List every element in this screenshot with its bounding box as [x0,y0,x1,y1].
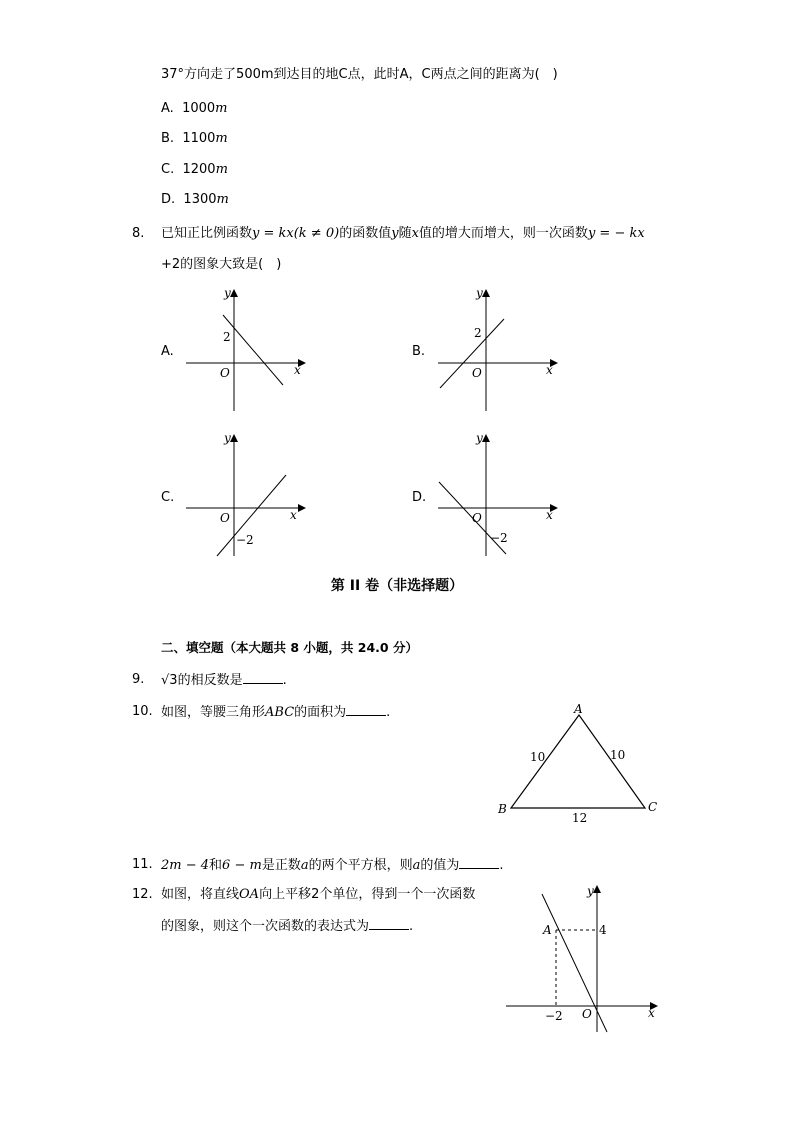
q9-stem [161,671,287,690]
q10-answer-blank[interactable] [346,703,386,716]
graph-b-origin: O [472,366,482,380]
side-ab-label: 10 [530,750,546,764]
q8-number: 8. [132,226,145,241]
q11-text-a: 和 [209,858,223,873]
q7-option-b-value: 1100 [182,131,216,146]
q11-end: . [499,858,504,873]
graph-c-y-arrow [230,434,238,442]
q8-graph-b-letter: B. [412,344,426,359]
q12-y-arrow [593,885,601,893]
q12-origin: O [582,1007,592,1021]
q12-number: 12. [132,887,153,902]
q12-line1-a: 如图，将直线 [161,887,240,902]
part2-title: 第 II 卷（非选择题） [330,578,464,594]
q7-option-a [161,100,227,118]
side-bc-label: 12 [572,811,588,825]
q8-graph-c-letter: C. [161,490,175,505]
q7-option-d [161,191,229,209]
q12-answer-blank[interactable] [369,917,409,930]
q12-y-value: 4 [599,923,607,937]
q8-text-b: 的函数值 [339,226,392,241]
q10-end: . [386,705,391,720]
vertex-a-label: A [574,702,583,716]
graph-c-x-arrow [298,504,306,512]
graph-a-x-label: x [294,363,301,377]
section2-header: 二、填空题（本大题共 8 小题，共 24.0 分） [161,640,418,655]
q7-option-c-letter: C. [161,162,175,177]
q8-math-b: y [391,226,399,241]
vertex-b-label: B [498,802,507,816]
graph-d-intercept: −2 [490,531,508,545]
q11-answer-blank[interactable] [459,856,499,869]
q12-x-value: −2 [545,1009,563,1023]
q12-stem-line1 [161,886,475,904]
q7-option-a-letter: A. [161,101,174,116]
q11-math-b: 6 − m [222,858,262,873]
graph-a-y-arrow [230,289,238,297]
graph-c-y-label: y [224,431,231,445]
q9-number: 9. [132,672,145,687]
graph-a-function-line [223,315,283,385]
q11-text-b: 是正数 [261,858,301,873]
q7-option-d-unit: m [216,192,229,207]
q8-stem-line2: +2的图象大致是( ) [161,257,282,272]
q7-continuation: 37°方向走了500m到达目的地C点，此时A，C两点之间的距离为( ) [161,67,558,82]
q7-option-c [161,161,228,179]
q10-stem [161,703,390,722]
q11-number: 11. [132,857,153,872]
graph-a-intercept: 2 [223,330,231,344]
q8-graph-a-letter: A. [161,344,174,359]
q9-text: 的相反数是 [177,673,243,688]
q7-option-b [161,130,228,148]
graph-c-origin: O [220,511,230,525]
q9-answer-blank[interactable] [243,671,283,684]
q10-text-b: 的面积为 [294,705,347,720]
q12-line2: 的图象，则这个一次函数的表达式为 [161,919,370,934]
q12-y-label: y [587,884,594,898]
graph-c-x-label: x [290,508,297,522]
q8-text-c: 随 [398,226,412,241]
graph-a-origin: O [220,366,230,380]
graph-d-y-arrow [482,434,490,442]
side-ac-label: 10 [610,748,626,762]
q8-graph-a [180,285,310,413]
q11-stem [161,856,504,875]
graph-d-y-label: y [476,431,483,445]
q12-x-label: x [648,1006,655,1020]
graph-d-origin: O [472,511,482,525]
q7-option-a-value: 1000 [182,101,216,116]
graph-c-intercept: −2 [236,533,254,547]
q11-math-a: 2m − 4 [161,858,210,873]
q7-option-a-unit: m [215,101,228,116]
q8-graph-b [432,285,562,413]
q10-number: 10. [132,704,153,719]
q11-math-d: a [412,858,421,873]
q7-option-b-unit: m [215,131,228,146]
vertex-c-label: C [648,800,658,814]
q11-math-c: a [300,858,309,873]
q7-option-d-value: 1300 [183,192,217,207]
q8-math-a: y = kx(k ≠ 0) [252,226,340,241]
q10-triangle-figure [493,703,668,828]
q8-graph-d [432,430,562,558]
q8-graph-d-letter: D. [412,490,427,505]
q10-text-a: 如图，等腰三角形 [161,705,266,720]
q12-line1-b: 向上平移2个单位，得到一个一次函数 [259,887,476,902]
q12-line1-math: OA [239,887,260,902]
q12-end: . [409,919,414,934]
graph-b-x-label: x [546,363,553,377]
graph-b-y-label: y [476,286,483,300]
q12-graph [500,880,670,1035]
q7-option-d-letter: D. [161,192,176,207]
q7-option-c-value: 1200 [182,162,216,177]
q7-option-c-unit: m [215,162,228,177]
q8-math-d: y = − kx [587,226,645,241]
graph-a-y-label: y [224,286,231,300]
graph-b-y-arrow [482,289,490,297]
q8-graph-c [180,430,310,558]
q7-option-b-letter: B. [161,131,175,146]
q11-text-c: 的两个平方根，则 [308,858,413,873]
graph-d-x-label: x [546,508,553,522]
q10-math: ABC [265,705,295,720]
q8-text-d: 值的增大而增大，则一次函数 [418,226,588,241]
q8-text-a: 已知正比例函数 [161,226,253,241]
q8-math-c: x [411,226,419,241]
q12-stem-line2 [161,917,413,936]
q9-end: . [282,673,287,688]
q11-text-d: 的值为 [420,858,460,873]
q12-point-a: A [543,923,552,937]
q9-radical: √3 [161,673,178,688]
q8-stem-line1 [161,225,645,243]
graph-b-intercept: 2 [474,326,482,340]
